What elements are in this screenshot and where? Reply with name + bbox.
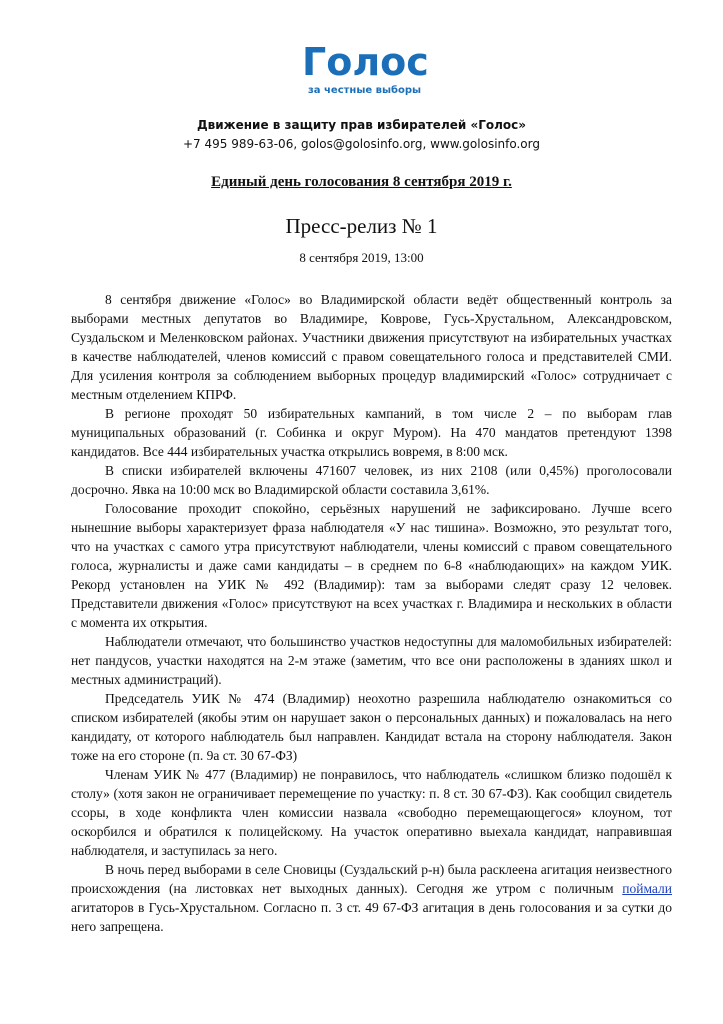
paragraph-8-after: агитаторов в Гусь-Хрустальном. Согласно п. 3 ст. 49 67-ФЗ агитация в день голосования и за сутки до него запрещена.	[71, 900, 672, 934]
paragraph-7: Членам УИК № 477 (Владимир) не понравилось, что наблюдатель «слишком близко подошёл к столу» (хотя закон не ограничивает перемещение по участку: п. 8 ст. 30 67-ФЗ). Как сообщил свидетель ссоры, в ходе конфликта член комиссии назвала «свободно перемещающегося» клоуном, тот оскорбился и обратился к полицейскому. На участок оперативно выехала кандидат, направившая наблюдателя, и заступилась за него.	[71, 767, 672, 858]
org-name: Движение в защиту прав избирателей «Голос»	[196, 118, 526, 132]
paragraph-8	[71, 860, 672, 936]
press-release-title: Пресс-релиз № 1	[285, 214, 438, 238]
paragraph-2: В регионе проходят 50 избирательных кампаний, в том числе 2 – по выборам глав муниципальных образований (г. Собинка и округ Муром). На 470 мандатов претендуют 1398 кандидатов. Все 444 избирательных участка открылись вовремя, в 8:00 мск.	[71, 406, 672, 459]
paragraph-4: Голосование проходит спокойно, серьёзных нарушений не зафиксировано. Лучше всего нынешние выборы характеризует фраза наблюдателя «У нас тишина». Возможно, это результат того, что на участках с самого утра присутствуют наблюдатели, члены комиссий с правом совещательного голоса, журналисты и даже сами кандидаты – в среднем по 6-8 «наблюдающих» на каждом УИК. Рекорд установлен на УИК № 492 (Владимир): там за выборами следят сразу 12 человек. Представители движения «Голос» присутствуют на всех участках г. Владимира и нескольких в области с момента их открытия.	[71, 501, 672, 630]
paragraph-6: Председатель УИК № 474 (Владимир) неохотно разрешила наблюдателю ознакомиться со списком избирателей (якобы этим он нарушает закон о персональных данных) и пожаловалась на него кандидату, от которого наблюдатель был направлен. Кандидат встала на сторону наблюдателя. Закон тоже на его стороне (п. 9а ст. 30 67-ФЗ)	[71, 691, 672, 763]
paragraph-5: Наблюдатели отмечают, что большинство участков недоступны для маломобильных избирателей: нет пандусов, участки находятся на 2-м этаже (заметим, что все они расположены в зданиях школ и местных администраций).	[71, 634, 672, 687]
paragraph-3: В списки избирателей включены 471607 человек, из них 2108 (или 0,45%) проголосовали досрочно. Явка на 10:00 мск во Владимирской области составила 3,61%.	[71, 463, 672, 497]
document-heading: Единый день голосования 8 сентября 2019 г.	[211, 174, 512, 190]
logo-wordmark: Голос	[302, 40, 429, 84]
golos-logo	[302, 40, 442, 102]
caught-link[interactable]: поймали	[622, 881, 672, 896]
press-release-body	[71, 290, 672, 936]
org-contacts: +7 495 989-63-06, golos@golosinfo.org, www.golosinfo.org	[183, 137, 540, 151]
press-release-date: 8 сентября 2019, 13:00	[299, 250, 424, 265]
paragraph-8-before: В ночь перед выборами в селе Сновицы (Суздальский р-н) была расклеена агитация неизвестного происхождения (на листовках нет выходных данных). Сегодня же утром с поличным	[71, 862, 672, 896]
logo-tagline: за честные выборы	[308, 85, 422, 96]
paragraph-1: 8 сентября движение «Голос» во Владимирской области ведёт общественный контроль за выборами местных депутатов во Владимире, Коврове, Гусь-Хрустальном, Александровском, Суздальском и Меленковском районах. Участники движения присутствуют на избирательных участках в качестве наблюдателей, членов комиссий с правом совещательного голоса и представителей СМИ. Для усиления контроля за соблюдением выборных процедур владимирский «Голос» сотрудничает с местным отделением КПРФ.	[71, 292, 672, 402]
